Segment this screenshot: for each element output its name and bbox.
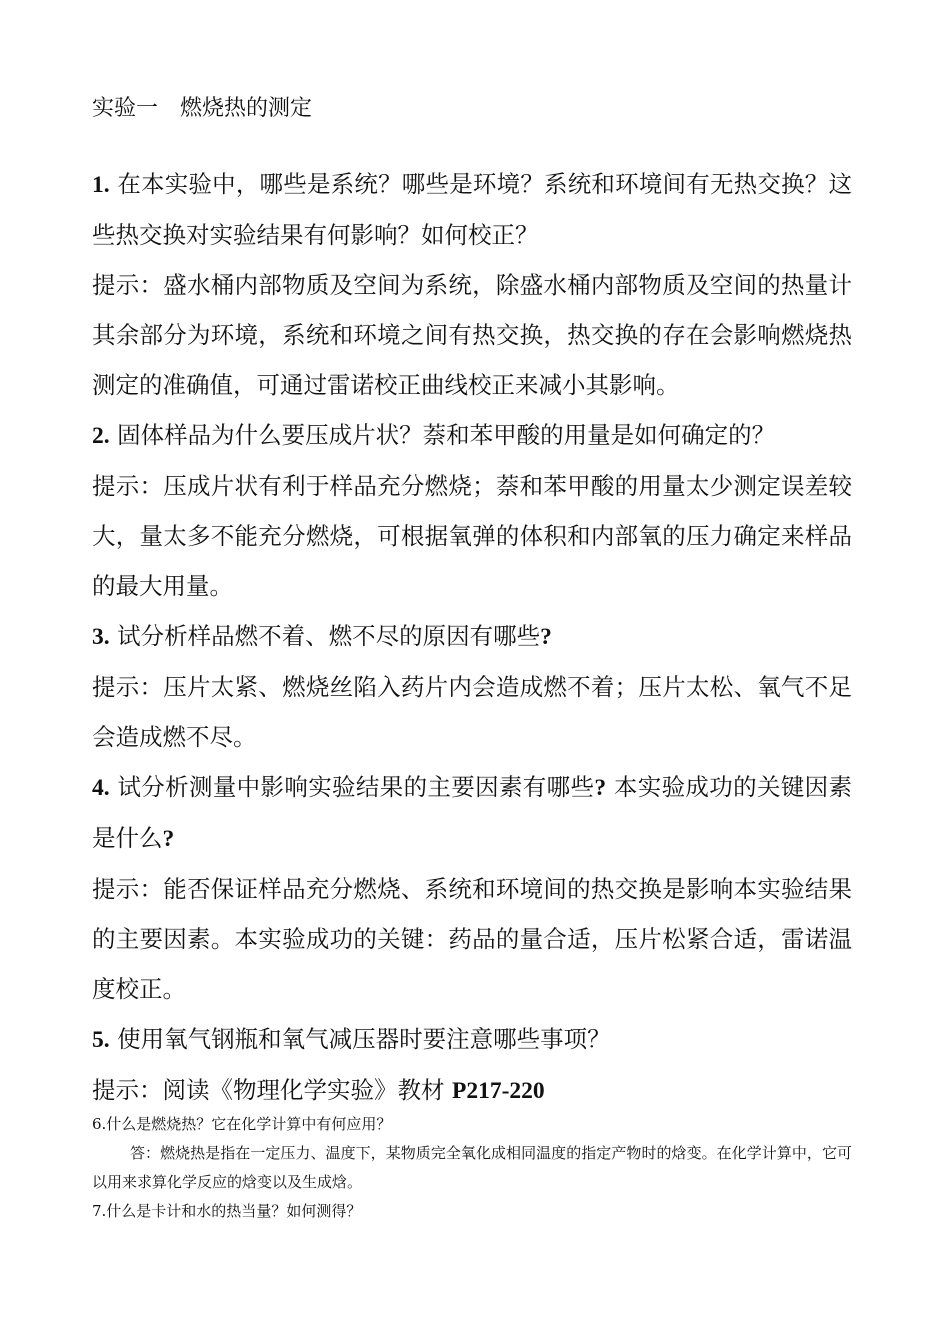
question-1 bbox=[92, 159, 852, 260]
question-4 bbox=[92, 762, 852, 864]
question-3 bbox=[92, 611, 852, 662]
hint-1: 提示：盛水桶内部物质及空间为系统，除盛水桶内部物质及空间的热量计其余部分为环境，系统和环境之间有热交换，热交换的存在会影响燃烧热测定的准确值，可通过雷诺校正曲线校正来减小其影响。 bbox=[92, 271, 852, 399]
question-text: 试分析样品燃不着、燃不尽的原因有哪些 bbox=[117, 622, 541, 650]
question-text: 使用氧气钢瓶和氧气减压器时要注意哪些事项？ bbox=[117, 1025, 611, 1053]
question-text-a: 试分析测量中影响实验结果的主要因素有哪些 bbox=[117, 773, 595, 801]
question-number: 2. bbox=[92, 423, 110, 449]
textbook-pages: P217-220 bbox=[451, 1078, 545, 1104]
experiment-name: 燃烧热的测定 bbox=[180, 96, 313, 121]
question-text: 固体样品为什么要压成片状？萘和苯甲酸的用量是如何确定的？ bbox=[117, 421, 776, 449]
hint-2: 提示：压成片状有利于样品充分燃烧；萘和苯甲酸的用量太少测定误差较大，量太多不能充分燃烧，可根据氧弹的体积和内部氧的压力确定来样品的最大用量。 bbox=[92, 472, 852, 600]
experiment-label: 实验一 bbox=[92, 96, 159, 121]
question-mark: ? bbox=[594, 775, 607, 801]
hint-5 bbox=[92, 1065, 852, 1116]
page-title bbox=[92, 92, 312, 126]
question-number: 3. bbox=[92, 624, 110, 650]
answer-6: 答：燃烧热是指在一定压力、温度下，某物质完全氧化成相同温度的指定产物时的焓变。在化学计算中，它可以用来求算化学反应的焓变以及生成焓。 bbox=[92, 1144, 852, 1191]
extra-questions bbox=[92, 1110, 852, 1226]
hint-text: 提示：阅读《物理化学实验》教材 bbox=[92, 1076, 452, 1104]
question-2 bbox=[92, 410, 852, 461]
question-5 bbox=[92, 1014, 852, 1065]
question-number: 1. bbox=[92, 172, 110, 198]
question-text: 在本实验中，哪些是系统？哪些是环境？系统和环境间有无热交换？这些热交换对实验结果有何影响？如何校正？ bbox=[92, 170, 852, 249]
question-6: 6.什么是燃烧热？它在化学计算中有何应用？ bbox=[92, 1115, 392, 1133]
question-mark: ? bbox=[162, 826, 175, 852]
question-7: 7.什么是卡计和水的热当量？如何测得？ bbox=[92, 1202, 362, 1220]
question-list bbox=[92, 159, 852, 1116]
hint-4: 提示：能否保证样品充分燃烧、系统和环境间的热交换是影响本实验结果的主要因素。本实验成功的关键：药品的量合适，压片松紧合适，雷诺温度校正。 bbox=[92, 875, 852, 1003]
question-number: 5. bbox=[92, 1027, 110, 1053]
question-text-b: 本实验成功的关键因素是什么 bbox=[92, 773, 852, 852]
question-number: 4. bbox=[92, 775, 110, 801]
hint-3: 提示：压片太紧、燃烧丝陷入药片内会造成燃不着；压片太松、氧气不足会造成燃不尽。 bbox=[92, 673, 852, 751]
question-mark: ? bbox=[540, 624, 552, 650]
